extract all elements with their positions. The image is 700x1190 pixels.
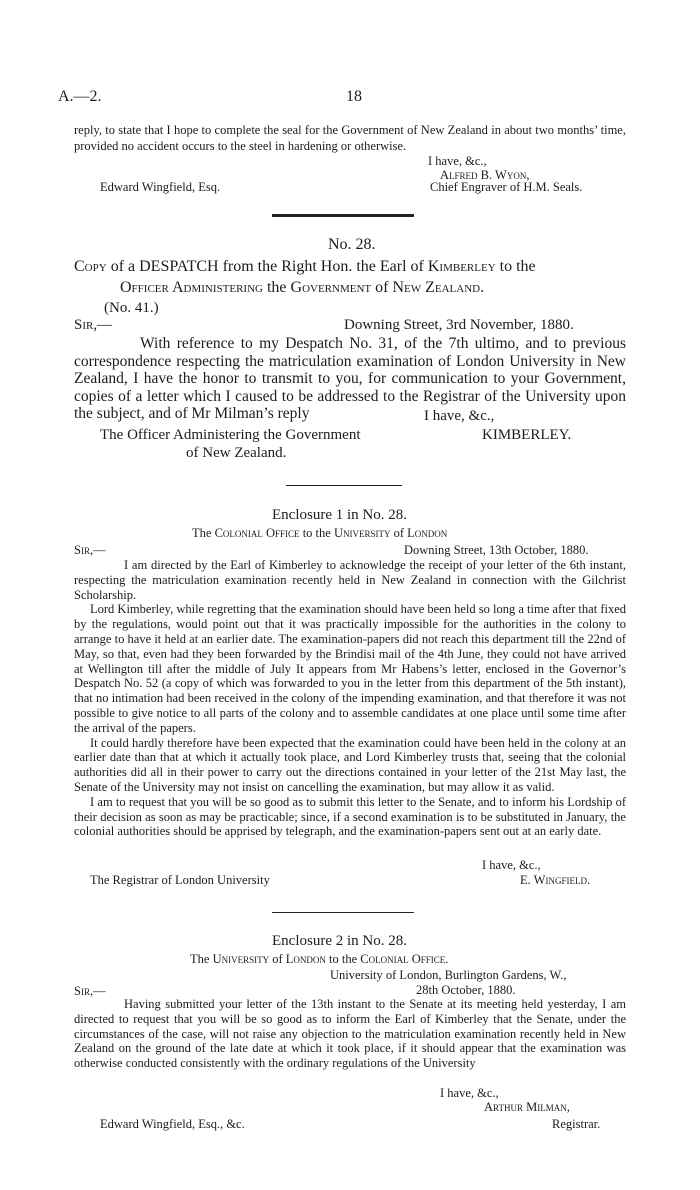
- heading-officer: Officer Administering: [120, 279, 263, 296]
- heading-copy: Copy: [74, 258, 107, 275]
- enclosure2-title: Enclosure 2 in No. 28.: [272, 933, 407, 949]
- heading-the: the: [262, 279, 291, 296]
- heading-despatch: DESPATCH: [139, 258, 219, 275]
- e2-sub-b: University: [212, 952, 270, 966]
- enclosure2-closing: I have, &c.,: [440, 1086, 499, 1100]
- e1-sub-c: to the: [299, 526, 334, 540]
- e2-sub-f: Colonial Office.: [360, 952, 449, 966]
- enclosure1-place-date: Downing Street, 13th October, 1880.: [404, 543, 589, 557]
- despatch-place-date: Downing Street, 3rd November, 1880.: [344, 317, 574, 333]
- e1-sub-e: of: [390, 526, 408, 540]
- e1-paragraph: It could hardly therefore have been expected that the examination could have been held in the colony at an earlier date than that at which it actually took place, and Lord Kimberley trusts that, seeing that the colonial authorities did all in their power to carry out the directions contained in your letter of the 21st May last, the Senate of the University may not insist on cancelling the examination, but may allow it as valid.: [74, 735, 626, 794]
- despatch-heading: [74, 258, 536, 276]
- section-divider-1: [286, 485, 402, 486]
- despatch-addressee-2: of New Zealand.: [186, 445, 287, 461]
- top-closing: I have, &c.,: [428, 154, 487, 168]
- e1-paragraph: I am to request that you will be so good as to submit this letter to the Senate, and to inform his Lordship of their decision as soon as may be practicable; since, if a second examination is to be substituted in January, the colonial authorities should be apprised by telegraph, and the examination-papers sent out at an early date.: [74, 794, 626, 839]
- enclosure2-subtitle: [190, 952, 448, 967]
- despatch-signer: KIMBERLEY.: [482, 427, 572, 443]
- page-reference: A.—2.: [58, 88, 102, 105]
- enclosure1-body: [74, 558, 626, 839]
- despatch-body: With reference to my Despatch No. 31, of the 7th ultimo, and to previous correspondence respecting the matriculation examination of London University in New Zealand, I have the honor to transmit to you, for communication to your Government, copies of a letter which I caused to be addressed to the Registrar of the University upon the subject, and of Mr Milman’s reply: [74, 335, 626, 422]
- despatch-salutation: Sir,—: [74, 317, 113, 333]
- enclosure1-closing: I have, &c.,: [482, 858, 541, 872]
- heading-of: of: [371, 279, 393, 296]
- section-divider-heavy: [272, 214, 414, 217]
- despatch-number: No. 28.: [328, 236, 376, 253]
- despatch-heading-line2: [120, 279, 484, 297]
- e1-sub-d: University: [333, 526, 391, 540]
- enclosure2-salutation: Sir,—: [74, 984, 106, 998]
- top-signer-title: Chief Engraver of H.M. Seals.: [430, 180, 583, 194]
- enclosure1-subtitle: [192, 526, 447, 541]
- top-addressee: Edward Wingfield, Esq.: [100, 180, 221, 194]
- e2-sub-d: London: [285, 952, 326, 966]
- heading-nz: New Zealand.: [392, 279, 485, 296]
- e1-paragraph: Lord Kimberley, while regretting that the examination should have been held so long a time after that fixed by the regulations, would point out that it was practically impossible for the authorities in the colony to arrange to have it held at an earlier date. The examination-papers did not reach this department till the 22nd of May, so that, even had they been forwarded by the Brindisi mail of the 4th June, they could not have arrived at Wellington till after the middle of July It appears from Mr Habens’s letter, enclosed in the Governor’s Despatch No. 52 (a copy of which was forwarded to you in the letter from this department of the 5th instant), that no intimation had been received in the colony of the impending examination, and that therefore it was not possible to give notice to all parts of the colony and to assemble candidates at one place until some time after the arrival of the papers.: [74, 602, 626, 735]
- heading-government: Government: [290, 279, 372, 296]
- enclosure2-signer-title: Registrar.: [552, 1117, 601, 1131]
- e2-sub-a: The: [190, 952, 213, 966]
- heading-earl: Kimberley: [427, 258, 496, 275]
- e1-sub-f: London: [407, 526, 448, 540]
- despatch-closing: I have, &c.,: [424, 408, 495, 424]
- enclosure2-place: University of London, Burlington Gardens, W.,: [330, 968, 567, 982]
- enclosure1-addressee: The Registrar of London University: [90, 873, 270, 887]
- enclosure1-signer: E. Wingfield.: [520, 873, 591, 887]
- enclosure2-addressee: Edward Wingfield, Esq., &c.: [100, 1117, 245, 1131]
- e1-paragraph: I am directed by the Earl of Kimberley to acknowledge the receipt of your letter of the 6th instant, respecting the matriculation examination recently held in New Zealand in connection with the Gilchrist Scholarship.: [74, 558, 626, 602]
- e2-sub-e: to the: [325, 952, 361, 966]
- enclosure1-salutation: Sir,—: [74, 543, 106, 557]
- heading-from: from the Right Hon. the Earl of: [218, 258, 428, 275]
- e2-sub-c: of: [269, 952, 286, 966]
- enclosure2-signer: Arthur Milman,: [484, 1100, 570, 1114]
- top-signer: Alfred B. Wyon,: [440, 168, 530, 182]
- enclosure2-date: 28th October, 1880.: [416, 983, 516, 997]
- heading-of-a: of a: [106, 258, 140, 275]
- despatch-addressee-1: The Officer Administering the Government: [100, 427, 361, 443]
- enclosure1-title: Enclosure 1 in No. 28.: [272, 507, 407, 523]
- section-divider-2: [272, 912, 414, 913]
- enclosure2-body: Having submitted your letter of the 13th instant to the Senate at its meeting held yesterday, I am directed to request that you will be so good as to inform the Earl of Kimberley that the Senate, under the circumstances of the case, will not raise any objection to the matriculation examination recently held in New Zealand on the ground of the late date at which it took place, if it should appear that the examination was otherwise conducted consistently with the ordinary regulations of the University: [74, 997, 626, 1071]
- e1-sub-b: Colonial Office: [214, 526, 300, 540]
- heading-to-the: to the: [495, 258, 536, 275]
- page-number: 18: [346, 88, 362, 105]
- e1-sub-a: The: [192, 526, 215, 540]
- despatch-no-ref: (No. 41.): [104, 300, 159, 316]
- top-letter-text: reply, to state that I hope to complete the seal for the Government of New Zealand in about two months’ time, provided no accident occurs to the steel in hardening or otherwise.: [74, 123, 626, 153]
